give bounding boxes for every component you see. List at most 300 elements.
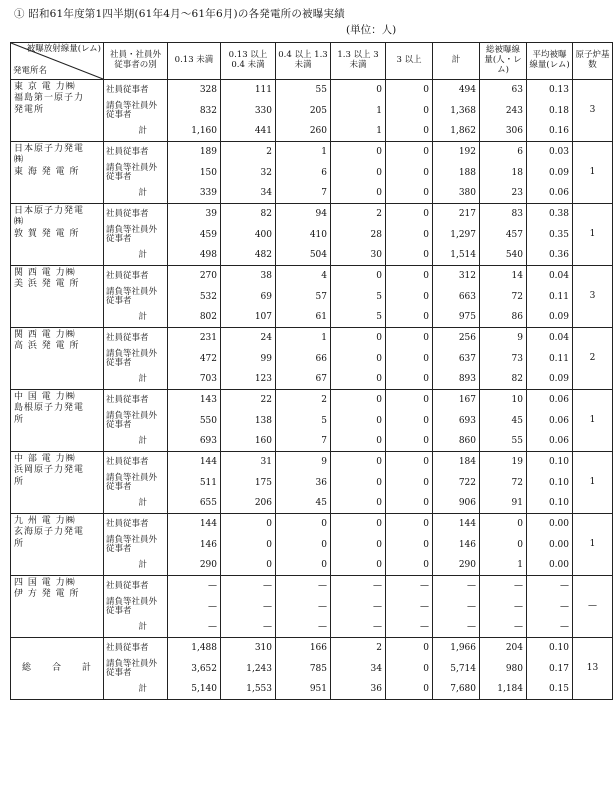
- value-cell-r4: 0: [331, 514, 386, 535]
- value-cell-total: 217: [433, 204, 480, 225]
- value-cell-r1: 655: [168, 494, 221, 514]
- reactor-count-cell: —: [573, 576, 613, 638]
- value-cell-avg: —: [527, 576, 573, 597]
- value-cell-r5: 0: [386, 349, 433, 370]
- value-cell-r1: 143: [168, 390, 221, 411]
- plant-name-line: 東 京 電 力㈱: [14, 82, 76, 92]
- value-cell-total: —: [433, 576, 480, 597]
- value-cell-r5: 0: [386, 370, 433, 390]
- value-cell-r2: —: [221, 618, 276, 638]
- category-cell: 社員従事者: [104, 266, 168, 287]
- value-cell-dose: 9: [480, 328, 527, 349]
- value-cell-r5: —: [386, 597, 433, 618]
- value-cell-r3: 205: [276, 101, 331, 122]
- plant-name-line: ㈱: [14, 155, 25, 166]
- value-cell-dose: 0: [480, 514, 527, 535]
- value-cell-r4: —: [331, 576, 386, 597]
- value-cell-total: 5,714: [433, 659, 480, 680]
- plant-name-line: 関 西 電 力㈱: [14, 268, 76, 278]
- value-cell-r5: 0: [386, 266, 433, 287]
- table-body: [11, 80, 613, 700]
- value-cell-r5: 0: [386, 246, 433, 266]
- value-cell-total: 1,514: [433, 246, 480, 266]
- table-row: [11, 452, 613, 473]
- value-cell-r4: —: [331, 618, 386, 638]
- value-cell-r4: 5: [331, 308, 386, 328]
- value-cell-r4: 0: [331, 370, 386, 390]
- value-cell-r4: 0: [331, 266, 386, 287]
- reactor-count-cell: 1: [573, 514, 613, 576]
- value-cell-r4: 0: [331, 349, 386, 370]
- value-cell-r4: 2: [331, 204, 386, 225]
- value-cell-r2: 22: [221, 390, 276, 411]
- value-cell-r1: 3,652: [168, 659, 221, 680]
- header-range-5: 3 以上: [386, 43, 433, 80]
- value-cell-r5: 0: [386, 80, 433, 101]
- value-cell-r4: 0: [331, 473, 386, 494]
- value-cell-r4: 0: [331, 390, 386, 411]
- value-cell-total: 637: [433, 349, 480, 370]
- value-cell-total: 380: [433, 184, 480, 204]
- document-title: ① 昭和61年度第1四半期(61年4月～61年6月)の各発電所の被曝実績: [14, 8, 345, 20]
- value-cell-dose: 1,184: [480, 680, 527, 700]
- value-cell-total: 167: [433, 390, 480, 411]
- value-cell-r3: 2: [276, 390, 331, 411]
- value-cell-r5: 0: [386, 411, 433, 432]
- value-cell-r2: 400: [221, 225, 276, 246]
- reactor-count-cell: 3: [573, 80, 613, 142]
- value-cell-r1: 550: [168, 411, 221, 432]
- plant-name-cell: [11, 390, 104, 452]
- value-cell-avg: 0.15: [527, 680, 573, 700]
- plant-name-cell: [11, 514, 104, 576]
- value-cell-avg: 0.35: [527, 225, 573, 246]
- category-cell: 請負等社員外従事者: [104, 659, 168, 680]
- value-cell-dose: 72: [480, 473, 527, 494]
- value-cell-r2: 206: [221, 494, 276, 514]
- value-cell-r1: 832: [168, 101, 221, 122]
- value-cell-r4: 0: [331, 535, 386, 556]
- value-cell-total: 975: [433, 308, 480, 328]
- value-cell-r5: 0: [386, 204, 433, 225]
- value-cell-avg: 0.10: [527, 473, 573, 494]
- value-cell-dose: 0: [480, 535, 527, 556]
- category-cell: 請負等社員外従事者: [104, 349, 168, 370]
- value-cell-r5: 0: [386, 432, 433, 452]
- value-cell-r2: 123: [221, 370, 276, 390]
- value-cell-r1: 189: [168, 142, 221, 163]
- value-cell-dose: 457: [480, 225, 527, 246]
- value-cell-dose: 91: [480, 494, 527, 514]
- category-cell: 計: [104, 556, 168, 576]
- value-cell-total: 188: [433, 163, 480, 184]
- value-cell-dose: 82: [480, 370, 527, 390]
- plant-name-line: 四 国 電 力㈱: [14, 578, 76, 588]
- value-cell-r1: 459: [168, 225, 221, 246]
- value-cell-r5: 0: [386, 225, 433, 246]
- value-cell-total: —: [433, 618, 480, 638]
- value-cell-r2: 1,243: [221, 659, 276, 680]
- reactor-count-cell: 2: [573, 328, 613, 390]
- category-cell: 計: [104, 308, 168, 328]
- value-cell-r4: 0: [331, 411, 386, 432]
- value-cell-r3: 260: [276, 122, 331, 142]
- category-cell: 社員従事者: [104, 142, 168, 163]
- value-cell-dose: 23: [480, 184, 527, 204]
- value-cell-r5: 0: [386, 122, 433, 142]
- value-cell-avg: 0.11: [527, 287, 573, 308]
- value-cell-r3: 410: [276, 225, 331, 246]
- value-cell-total: 494: [433, 80, 480, 101]
- value-cell-r1: 150: [168, 163, 221, 184]
- value-cell-r4: —: [331, 597, 386, 618]
- value-cell-avg: 0.18: [527, 101, 573, 122]
- value-cell-r3: 6: [276, 163, 331, 184]
- value-cell-r1: 328: [168, 80, 221, 101]
- value-cell-r5: 0: [386, 163, 433, 184]
- value-cell-r3: 0: [276, 556, 331, 576]
- value-cell-avg: 0.04: [527, 266, 573, 287]
- value-cell-r3: 4: [276, 266, 331, 287]
- plant-name-cell: [11, 452, 104, 514]
- value-cell-r2: 99: [221, 349, 276, 370]
- value-cell-dose: 243: [480, 101, 527, 122]
- plant-name-line: 中 国 電 力㈱: [14, 392, 76, 402]
- value-cell-r5: 0: [386, 473, 433, 494]
- plant-name-cell: [11, 80, 104, 142]
- plant-name-line: 日本原子力発電: [14, 144, 85, 154]
- category-cell: 計: [104, 494, 168, 514]
- table-row: [11, 204, 613, 225]
- value-cell-dose: 83: [480, 204, 527, 225]
- reactor-count-cell: 13: [573, 638, 613, 700]
- plant-name-line: 敦 賀 発 電 所: [14, 228, 80, 239]
- reactor-count-cell: 1: [573, 204, 613, 266]
- value-cell-r3: 7: [276, 432, 331, 452]
- header-range-1: 0.13 未満: [168, 43, 221, 80]
- value-cell-r2: 107: [221, 308, 276, 328]
- value-cell-r5: 0: [386, 556, 433, 576]
- value-cell-r1: 231: [168, 328, 221, 349]
- category-cell: 計: [104, 246, 168, 266]
- value-cell-r2: 441: [221, 122, 276, 142]
- category-cell: 社員従事者: [104, 328, 168, 349]
- value-cell-total: 312: [433, 266, 480, 287]
- value-cell-r5: 0: [386, 308, 433, 328]
- value-cell-r3: 57: [276, 287, 331, 308]
- table-row: [11, 328, 613, 349]
- value-cell-r3: —: [276, 618, 331, 638]
- value-cell-r5: —: [386, 618, 433, 638]
- reactor-count-cell: 1: [573, 390, 613, 452]
- value-cell-total: 663: [433, 287, 480, 308]
- unit-note: (単位：人): [346, 24, 397, 36]
- value-cell-r5: 0: [386, 184, 433, 204]
- value-cell-total: 893: [433, 370, 480, 390]
- header-total-dose: 総被曝線量(人・レム): [480, 43, 527, 80]
- plant-name-line: 九 州 電 力㈱: [14, 516, 76, 526]
- value-cell-r5: —: [386, 576, 433, 597]
- value-cell-total: 1,297: [433, 225, 480, 246]
- plant-name-line: 所: [14, 538, 25, 549]
- value-cell-r3: 504: [276, 246, 331, 266]
- value-cell-r2: 330: [221, 101, 276, 122]
- value-cell-total: 693: [433, 411, 480, 432]
- value-cell-r4: 1: [331, 101, 386, 122]
- value-cell-r3: 7: [276, 184, 331, 204]
- value-cell-r5: 0: [386, 328, 433, 349]
- value-cell-avg: 0.10: [527, 452, 573, 473]
- value-cell-avg: 0.10: [527, 494, 573, 514]
- header-row: [11, 43, 613, 80]
- value-cell-r2: 0: [221, 556, 276, 576]
- value-cell-r3: 36: [276, 473, 331, 494]
- value-cell-r1: 693: [168, 432, 221, 452]
- value-cell-r1: 802: [168, 308, 221, 328]
- plant-name-line: 美 浜 発 電 所: [14, 279, 80, 290]
- value-cell-r4: 36: [331, 680, 386, 700]
- value-cell-r1: 5,140: [168, 680, 221, 700]
- category-cell: 請負等社員外従事者: [104, 411, 168, 432]
- value-cell-r2: —: [221, 576, 276, 597]
- plant-name-line: 浜岡原子力発電: [14, 465, 85, 476]
- plant-name-line: 高 浜 発 電 所: [14, 341, 80, 352]
- value-cell-r2: 175: [221, 473, 276, 494]
- value-cell-total: 906: [433, 494, 480, 514]
- value-cell-r1: —: [168, 618, 221, 638]
- value-cell-r5: 0: [386, 390, 433, 411]
- value-cell-total: 722: [433, 473, 480, 494]
- value-cell-r4: 0: [331, 163, 386, 184]
- value-cell-r2: —: [221, 597, 276, 618]
- value-cell-r3: 94: [276, 204, 331, 225]
- exposure-table: [10, 42, 613, 700]
- value-cell-r3: —: [276, 576, 331, 597]
- value-cell-r2: 82: [221, 204, 276, 225]
- value-cell-r1: 703: [168, 370, 221, 390]
- value-cell-r3: 67: [276, 370, 331, 390]
- value-cell-r3: 9: [276, 452, 331, 473]
- value-cell-r1: 339: [168, 184, 221, 204]
- plant-name-line: 総 合 計: [21, 662, 92, 673]
- value-cell-r2: 160: [221, 432, 276, 452]
- plant-name-line: 日本原子力発電: [14, 206, 85, 216]
- value-cell-r4: 1: [331, 122, 386, 142]
- value-cell-total: 290: [433, 556, 480, 576]
- value-cell-dose: 63: [480, 80, 527, 101]
- value-cell-r1: —: [168, 576, 221, 597]
- value-cell-total: 1,368: [433, 101, 480, 122]
- plant-name-line: 玄海原子力発電: [14, 527, 85, 538]
- plant-name-line: 発電所: [14, 104, 45, 115]
- value-cell-r4: 34: [331, 659, 386, 680]
- value-cell-total: 1,966: [433, 638, 480, 659]
- value-cell-r2: 24: [221, 328, 276, 349]
- value-cell-total: —: [433, 597, 480, 618]
- category-cell: 請負等社員外従事者: [104, 101, 168, 122]
- value-cell-dose: 73: [480, 349, 527, 370]
- header-plant-label: 発電所名: [13, 66, 48, 77]
- value-cell-dose: 18: [480, 163, 527, 184]
- value-cell-r4: 28: [331, 225, 386, 246]
- value-cell-r3: 61: [276, 308, 331, 328]
- value-cell-avg: —: [527, 618, 573, 638]
- plant-name-line: 福島第一原子力: [14, 93, 85, 104]
- plant-name-line: 中 部 電 力㈱: [14, 454, 76, 464]
- plant-name-cell: [11, 142, 104, 204]
- value-cell-r1: 290: [168, 556, 221, 576]
- value-cell-r4: 5: [331, 287, 386, 308]
- plant-name-line: 関 西 電 力㈱: [14, 330, 76, 340]
- value-cell-avg: 0.06: [527, 432, 573, 452]
- header-dose-label: 被曝放射線量(レム): [26, 44, 101, 54]
- value-cell-dose: 55: [480, 432, 527, 452]
- table-row: [11, 514, 613, 535]
- value-cell-total: 184: [433, 452, 480, 473]
- value-cell-avg: 0.04: [527, 328, 573, 349]
- value-cell-dose: 72: [480, 287, 527, 308]
- value-cell-avg: 0.36: [527, 246, 573, 266]
- table-row: [11, 266, 613, 287]
- value-cell-avg: 0.09: [527, 163, 573, 184]
- value-cell-r5: 0: [386, 287, 433, 308]
- value-cell-r3: 1: [276, 142, 331, 163]
- value-cell-total: 146: [433, 535, 480, 556]
- value-cell-r2: 310: [221, 638, 276, 659]
- value-cell-r2: 38: [221, 266, 276, 287]
- value-cell-r4: 0: [331, 432, 386, 452]
- value-cell-avg: 0.06: [527, 390, 573, 411]
- value-cell-r3: 785: [276, 659, 331, 680]
- category-cell: 請負等社員外従事者: [104, 225, 168, 246]
- table-row: [11, 638, 613, 659]
- value-cell-dose: 540: [480, 246, 527, 266]
- value-cell-r5: 0: [386, 494, 433, 514]
- table-row: [11, 390, 613, 411]
- value-cell-r2: 138: [221, 411, 276, 432]
- value-cell-total: 192: [433, 142, 480, 163]
- value-cell-avg: 0.03: [527, 142, 573, 163]
- value-cell-r2: 0: [221, 535, 276, 556]
- value-cell-r1: 39: [168, 204, 221, 225]
- value-cell-avg: 0.38: [527, 204, 573, 225]
- plant-name-cell: [11, 576, 104, 638]
- value-cell-r3: 951: [276, 680, 331, 700]
- value-cell-r1: 144: [168, 514, 221, 535]
- category-cell: 請負等社員外従事者: [104, 473, 168, 494]
- value-cell-dose: 14: [480, 266, 527, 287]
- value-cell-avg: 0.06: [527, 184, 573, 204]
- table-row: [11, 80, 613, 101]
- value-cell-total: 7,680: [433, 680, 480, 700]
- value-cell-dose: 45: [480, 411, 527, 432]
- header-average-dose: 平均被曝線量(レム): [527, 43, 573, 80]
- category-cell: 計: [104, 618, 168, 638]
- value-cell-total: 860: [433, 432, 480, 452]
- category-cell: 社員従事者: [104, 638, 168, 659]
- value-cell-avg: 0.09: [527, 370, 573, 390]
- value-cell-r4: 0: [331, 494, 386, 514]
- table-row: [11, 142, 613, 163]
- value-cell-r2: 69: [221, 287, 276, 308]
- reactor-count-cell: 3: [573, 266, 613, 328]
- value-cell-avg: 0.10: [527, 638, 573, 659]
- value-cell-total: 144: [433, 514, 480, 535]
- category-cell: 請負等社員外従事者: [104, 163, 168, 184]
- value-cell-r5: 0: [386, 142, 433, 163]
- category-cell: 請負等社員外従事者: [104, 597, 168, 618]
- value-cell-r2: 111: [221, 80, 276, 101]
- plant-name-cell: [11, 638, 104, 700]
- value-cell-r4: 0: [331, 452, 386, 473]
- category-cell: 請負等社員外従事者: [104, 535, 168, 556]
- value-cell-r4: 0: [331, 80, 386, 101]
- table-row: [11, 576, 613, 597]
- value-cell-r5: 0: [386, 638, 433, 659]
- value-cell-dose: 204: [480, 638, 527, 659]
- value-cell-r5: 0: [386, 659, 433, 680]
- header-range-3: 0.4 以上 1.3 未満: [276, 43, 331, 80]
- category-cell: 計: [104, 680, 168, 700]
- value-cell-r1: 498: [168, 246, 221, 266]
- plant-name-line: ㈱: [14, 217, 25, 228]
- value-cell-avg: 0.13: [527, 80, 573, 101]
- category-cell: 計: [104, 432, 168, 452]
- value-cell-avg: 0.09: [527, 308, 573, 328]
- value-cell-total: 1,862: [433, 122, 480, 142]
- value-cell-avg: 0.06: [527, 411, 573, 432]
- value-cell-r5: 0: [386, 514, 433, 535]
- value-cell-avg: 0.00: [527, 514, 573, 535]
- value-cell-r4: 0: [331, 184, 386, 204]
- value-cell-r3: 0: [276, 535, 331, 556]
- reactor-count-cell: 1: [573, 142, 613, 204]
- plant-name-line: 東 海 発 電 所: [14, 166, 80, 177]
- category-cell: 社員従事者: [104, 390, 168, 411]
- value-cell-r5: 0: [386, 101, 433, 122]
- category-cell: 社員従事者: [104, 514, 168, 535]
- reactor-count-cell: 1: [573, 452, 613, 514]
- value-cell-r1: 532: [168, 287, 221, 308]
- plant-name-line: 所: [14, 414, 25, 425]
- category-cell: 社員従事者: [104, 204, 168, 225]
- value-cell-dose: 306: [480, 122, 527, 142]
- category-cell: 社員従事者: [104, 576, 168, 597]
- value-cell-r4: 0: [331, 328, 386, 349]
- value-cell-avg: 0.17: [527, 659, 573, 680]
- value-cell-r2: 482: [221, 246, 276, 266]
- value-cell-r2: 0: [221, 514, 276, 535]
- value-cell-total: 256: [433, 328, 480, 349]
- value-cell-avg: —: [527, 597, 573, 618]
- plant-name-line: 島根原子力発電: [14, 403, 85, 414]
- value-cell-r3: 5: [276, 411, 331, 432]
- plant-name-cell: [11, 328, 104, 390]
- category-cell: 計: [104, 184, 168, 204]
- value-cell-r2: 31: [221, 452, 276, 473]
- header-range-2: 0.13 以上 0.4 未満: [221, 43, 276, 80]
- value-cell-r4: 0: [331, 142, 386, 163]
- plant-name-cell: [11, 204, 104, 266]
- value-cell-r1: 144: [168, 452, 221, 473]
- category-cell: 社員従事者: [104, 80, 168, 101]
- plant-name-cell: [11, 266, 104, 328]
- header-diagonal-cell: [11, 43, 104, 80]
- value-cell-r2: 1,553: [221, 680, 276, 700]
- header-total: 計: [433, 43, 480, 80]
- category-cell: 計: [104, 122, 168, 142]
- value-cell-r4: 0: [331, 556, 386, 576]
